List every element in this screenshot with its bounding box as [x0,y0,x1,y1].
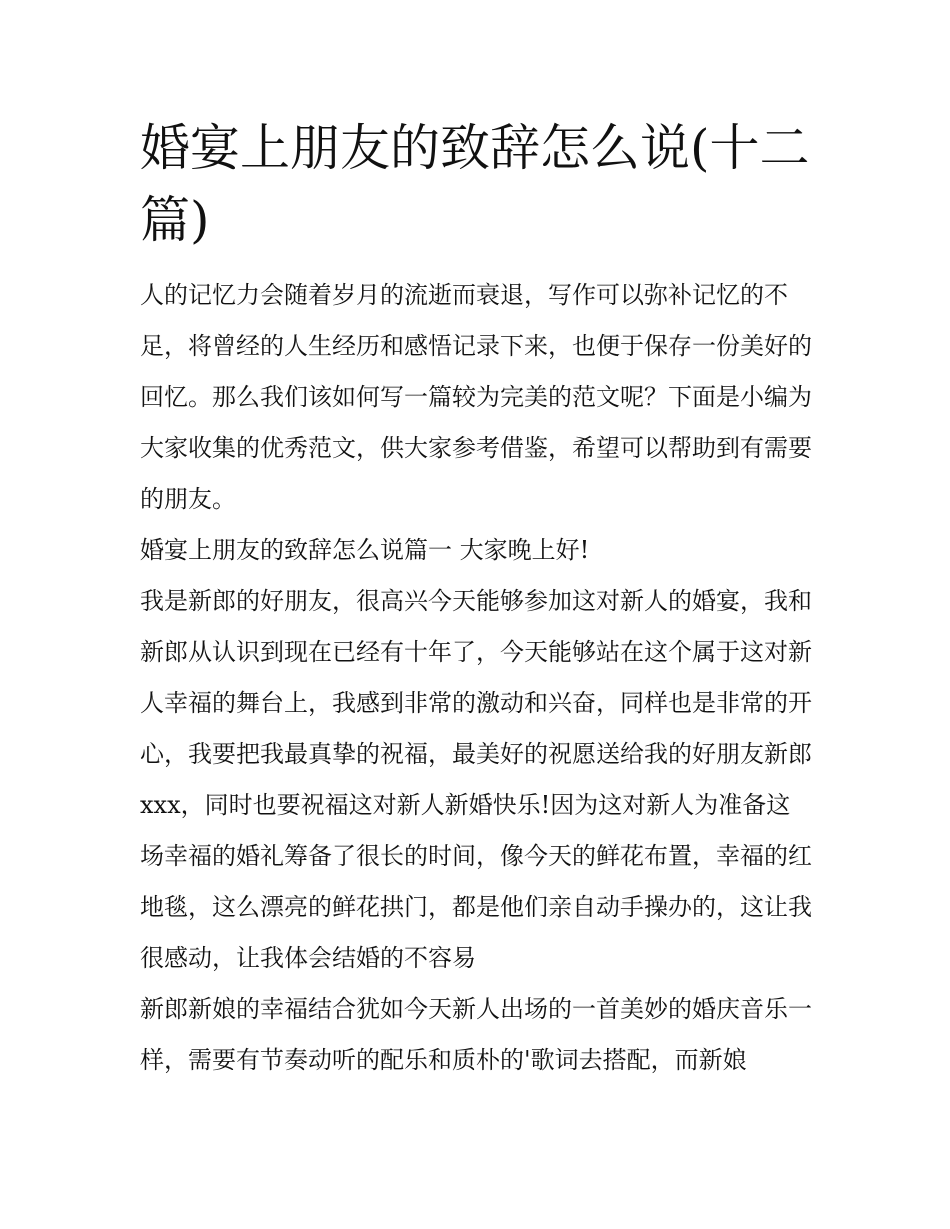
section-heading: 婚宴上朋友的致辞怎么说篇一 大家晚上好! [140,536,590,564]
speech-paragraph: 新郎新娘的幸福结合犹如今天新人出场的一首美妙的婚庆音乐一样，需要有节奏动听的配乐和质朴的'歌词去搭配，而新娘 [140,995,812,1074]
intro-paragraph: 人的记忆力会随着岁月的流逝而衰退，写作可以弥补记忆的不足，将曾经的人生经历和感悟记录下来，也便于保存一份美好的回忆。那么我们该如何写一篇较为完美的范文呢？下面是小编为大家收集的优秀范文，供大家参考借鉴，希望可以帮助到有需要的朋友。 [140,281,812,513]
speech-paragraph: 我是新郎的好朋友，很高兴今天能够参加这对新人的婚宴，我和新郎从认识到现在已经有十年了，今天能够站在这个属于这对新人幸福的舞台上，我感到非常的激动和兴奋，同样也是非常的开心，我要把我最真挚的祝福，最美好的祝愿送给我的好朋友新郎 xxx，同时也要祝福这对新人新婚快乐!因为这对新人为准备这场幸福的婚礼筹备了很长的时间，像今天的鲜花布置，幸福的红地毯，这么漂亮的鲜花拱门，都是他们亲自动手操办的，这让我很感动，让我体会结婚的不容易 [140,587,812,972]
document-page [140,112,812,1086]
document-title: 婚宴上朋友的致辞怎么说(十二篇) [140,119,810,249]
document-body [140,270,812,1086]
